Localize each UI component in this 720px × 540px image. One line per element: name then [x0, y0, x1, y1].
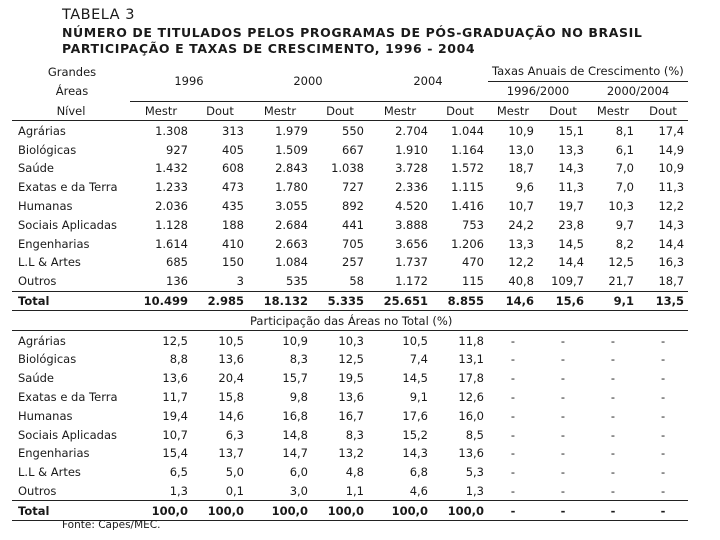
row-value-cell: 1,1 — [345, 483, 364, 498]
row-value-cell: 14,6 — [218, 408, 244, 423]
header-dout: Dout — [649, 103, 677, 118]
row-value-cell: 892 — [342, 198, 364, 213]
row-value-cell: 1.044 — [451, 123, 484, 138]
table-row — [12, 291, 688, 311]
row-value-cell: 13,5 — [655, 293, 685, 308]
table-row — [12, 369, 688, 388]
row-value-cell: 1.164 — [451, 142, 484, 157]
row-value-cell: - — [560, 389, 566, 404]
table-row — [12, 272, 688, 291]
row-value-cell: - — [610, 408, 616, 423]
row-value-cell: - — [560, 465, 566, 480]
row-value-cell: 15,7 — [282, 371, 308, 386]
row-value-cell: 14,5 — [402, 371, 428, 386]
row-value-cell: 410 — [222, 236, 244, 251]
row-value-cell: 10,5 — [402, 333, 428, 348]
row-value-cell: - — [560, 352, 566, 367]
row-value-cell: 100,0 — [207, 503, 244, 518]
row-value-cell: 0,1 — [225, 483, 244, 498]
row-value-cell: 1.614 — [155, 236, 188, 251]
table-row — [12, 215, 688, 234]
row-value-cell: 115 — [462, 274, 484, 289]
row-value-cell: 13,6 — [338, 389, 364, 404]
row-value-cell: 13,6 — [458, 446, 484, 461]
header-mestr: Mestr — [496, 103, 530, 118]
row-value-cell: 8,3 — [345, 427, 364, 442]
table-row — [12, 253, 688, 272]
row-value-cell: 705 — [342, 236, 364, 251]
row-value-cell: 14,6 — [505, 293, 534, 308]
row-value-cell: 20,4 — [218, 371, 244, 386]
header-taxas: Taxas Anuais de Crescimento (%) — [488, 62, 688, 81]
row-value-cell: 257 — [342, 255, 364, 270]
row-value-cell: - — [660, 503, 666, 518]
row-area-label: Engenharias — [18, 446, 90, 461]
row-value-cell: 14,4 — [658, 236, 685, 251]
row-value-cell: - — [510, 389, 516, 404]
row-area-label: Agrárias — [18, 123, 66, 138]
row-value-cell: 3.656 — [395, 236, 428, 251]
row-value-cell: 13,1 — [458, 352, 484, 367]
row-value-cell: 100,0 — [327, 503, 364, 518]
row-value-cell: 7,0 — [615, 180, 634, 195]
row-value-cell: 435 — [222, 198, 244, 213]
row-value-cell: 13,3 — [558, 142, 584, 157]
table-row — [12, 406, 688, 425]
row-value-cell: - — [660, 408, 666, 423]
header-mestr: Mestr — [596, 103, 630, 118]
row-value-cell: 441 — [342, 217, 364, 232]
row-value-cell: 1.780 — [275, 180, 308, 195]
row-value-cell: 1.572 — [451, 161, 484, 176]
row-value-cell: 1.416 — [451, 198, 484, 213]
table-row — [12, 388, 688, 407]
row-value-cell: 11,7 — [162, 389, 188, 404]
row-value-cell: 100,0 — [391, 503, 428, 518]
row-value-cell: 1.128 — [155, 217, 188, 232]
row-value-cell: 313 — [222, 123, 244, 138]
row-value-cell: 18,7 — [508, 161, 534, 176]
row-value-cell: 17,8 — [458, 371, 484, 386]
header-dout: Dout — [206, 103, 234, 118]
row-value-cell: - — [660, 371, 666, 386]
row-value-cell: - — [660, 483, 666, 498]
row-value-cell: 11,3 — [558, 180, 584, 195]
header-mestr: Mestr — [144, 103, 178, 118]
table-row — [12, 463, 688, 482]
row-value-cell: 10,5 — [218, 333, 244, 348]
header-mestr: Mestr — [383, 103, 417, 118]
participacao-header-row — [12, 311, 688, 331]
row-value-cell: - — [510, 427, 516, 442]
row-value-cell: 10,3 — [608, 198, 634, 213]
row-value-cell: 16,7 — [338, 408, 364, 423]
row-value-cell: 1.115 — [451, 180, 484, 195]
table-row — [12, 501, 688, 521]
row-value-cell: 667 — [342, 142, 364, 157]
participacao-title: Participação das Áreas no Total (%) — [250, 313, 453, 328]
row-value-cell: - — [610, 352, 616, 367]
row-value-cell: 4,6 — [409, 483, 428, 498]
row-value-cell: - — [560, 446, 566, 461]
row-value-cell: - — [610, 389, 616, 404]
row-value-cell: - — [510, 483, 516, 498]
row-area-label: Exatas e da Terra — [18, 180, 118, 195]
row-value-cell: 10,7 — [508, 198, 534, 213]
row-area-label: Engenharias — [18, 236, 90, 251]
row-value-cell: 14,7 — [282, 446, 308, 461]
row-value-cell: 14,3 — [402, 446, 428, 461]
row-value-cell: - — [610, 371, 616, 386]
row-value-cell: 12,5 — [162, 333, 188, 348]
row-value-cell: 19,7 — [558, 198, 584, 213]
row-area-label: Sociais Aplicadas — [18, 427, 118, 442]
row-value-cell: 1.233 — [155, 180, 188, 195]
row-value-cell: 18.132 — [263, 293, 308, 308]
table-row — [12, 197, 688, 216]
row-value-cell: 10,9 — [658, 161, 685, 176]
row-area-label: Humanas — [18, 408, 73, 423]
row-value-cell: 14,3 — [658, 217, 685, 232]
row-value-cell: 9,1 — [409, 389, 428, 404]
row-value-cell: 13,7 — [218, 446, 244, 461]
row-value-cell: 1.509 — [275, 142, 308, 157]
row-value-cell: 15,6 — [555, 293, 584, 308]
row-value-cell: 21,7 — [608, 274, 634, 289]
row-value-cell: - — [610, 446, 616, 461]
row-value-cell: 150 — [222, 255, 244, 270]
row-value-cell: 11,3 — [658, 180, 685, 195]
table-row — [12, 444, 688, 463]
row-value-cell: 2.684 — [275, 217, 308, 232]
row-value-cell: - — [510, 408, 516, 423]
table-row — [12, 234, 688, 253]
row-value-cell: 14,4 — [558, 255, 584, 270]
row-value-cell: 14,3 — [558, 161, 584, 176]
table-title: TABELA 3 — [62, 7, 135, 23]
row-value-cell: - — [560, 371, 566, 386]
row-value-cell: 753 — [462, 217, 484, 232]
row-value-cell: - — [560, 408, 566, 423]
row-value-cell: 18,7 — [658, 274, 685, 289]
row-value-cell: 1.038 — [331, 161, 364, 176]
row-value-cell: 24,2 — [508, 217, 534, 232]
row-value-cell: 40,8 — [508, 274, 534, 289]
row-value-cell: - — [660, 446, 666, 461]
row-value-cell: 1.432 — [155, 161, 188, 176]
header-dout: Dout — [326, 103, 354, 118]
header-dout: Dout — [446, 103, 474, 118]
row-value-cell: 535 — [286, 274, 308, 289]
row-value-cell: 12,2 — [508, 255, 534, 270]
row-value-cell: 4.520 — [395, 198, 428, 213]
row-value-cell: 15,4 — [162, 446, 188, 461]
table-subtitle-line2: PARTICIPAÇÃO E TAXAS DE CRESCIMENTO, 1996 - 2004 — [62, 41, 476, 56]
row-value-cell: 685 — [166, 255, 188, 270]
row-value-cell: 9,8 — [289, 389, 308, 404]
row-value-cell: 16,8 — [282, 408, 308, 423]
table-row — [12, 425, 688, 444]
row-value-cell: 14,9 — [658, 142, 685, 157]
row-value-cell: 12,6 — [458, 389, 484, 404]
table-row — [12, 178, 688, 197]
row-area-label: Agrárias — [18, 333, 66, 348]
row-value-cell: - — [510, 503, 516, 518]
row-value-cell: - — [610, 503, 616, 518]
table-row — [12, 331, 688, 350]
row-value-cell: - — [510, 465, 516, 480]
table-row — [12, 159, 688, 178]
row-value-cell: 136 — [166, 274, 188, 289]
row-value-cell: 470 — [462, 255, 484, 270]
row-value-cell: 19,4 — [162, 408, 188, 423]
row-value-cell: 12,5 — [608, 255, 634, 270]
row-value-cell: 100,0 — [447, 503, 484, 518]
row-value-cell: 17,4 — [658, 123, 685, 138]
row-value-cell: 2.843 — [275, 161, 308, 176]
row-value-cell: 1.084 — [275, 255, 308, 270]
row-value-cell: 2.336 — [395, 180, 428, 195]
row-area-label: Biológicas — [18, 142, 77, 157]
header-grandes-areas-1: Grandes — [47, 64, 97, 79]
row-value-cell: 100,0 — [271, 503, 308, 518]
row-value-cell: - — [610, 483, 616, 498]
row-value-cell: 1,3 — [169, 483, 188, 498]
row-value-cell: 10,9 — [508, 123, 534, 138]
row-value-cell: 10,7 — [162, 427, 188, 442]
row-value-cell: 473 — [222, 180, 244, 195]
row-value-cell: 12,2 — [658, 198, 685, 213]
row-value-cell: 1.737 — [395, 255, 428, 270]
row-value-cell: 14,5 — [558, 236, 584, 251]
row-value-cell: 6,8 — [409, 465, 428, 480]
row-value-cell: 6,1 — [615, 142, 634, 157]
row-value-cell: 4,8 — [345, 465, 364, 480]
row-value-cell: - — [560, 333, 566, 348]
row-value-cell: 608 — [222, 161, 244, 176]
titulados-table — [12, 62, 688, 521]
row-value-cell: - — [660, 352, 666, 367]
row-value-cell: 1.910 — [395, 142, 428, 157]
row-value-cell: 5.335 — [327, 293, 364, 308]
row-value-cell: 10.499 — [143, 293, 188, 308]
row-value-cell: 188 — [222, 217, 244, 232]
row-value-cell: 13,3 — [508, 236, 534, 251]
row-value-cell: 727 — [342, 180, 364, 195]
row-value-cell: - — [660, 389, 666, 404]
row-value-cell: 15,8 — [218, 389, 244, 404]
row-value-cell: 13,0 — [508, 142, 534, 157]
row-area-label: Sociais Aplicadas — [18, 217, 118, 232]
row-area-label: Exatas e da Terra — [18, 389, 118, 404]
row-value-cell: 3.888 — [395, 217, 428, 232]
row-value-cell: - — [510, 352, 516, 367]
row-value-cell: - — [510, 333, 516, 348]
row-area-label: Saúde — [18, 161, 55, 176]
row-value-cell: 25.651 — [383, 293, 428, 308]
row-value-cell: 13,6 — [218, 352, 244, 367]
row-value-cell: - — [610, 465, 616, 480]
row-value-cell: 9,1 — [613, 293, 634, 308]
row-value-cell: 14,8 — [282, 427, 308, 442]
row-value-cell: 5,0 — [225, 465, 244, 480]
row-value-cell: 8,5 — [465, 427, 484, 442]
header-year-1996: 1996 — [130, 62, 248, 101]
table-row — [12, 482, 688, 501]
row-value-cell: 550 — [342, 123, 364, 138]
row-value-cell: - — [560, 427, 566, 442]
row-value-cell: - — [610, 333, 616, 348]
row-value-cell: 15,1 — [558, 123, 584, 138]
row-value-cell: 5,3 — [465, 465, 484, 480]
row-area-label: Biológicas — [18, 352, 77, 367]
row-area-label: Total — [18, 503, 50, 518]
row-value-cell: 7,0 — [615, 161, 634, 176]
row-value-cell: 2.663 — [275, 236, 308, 251]
row-value-cell: 16,0 — [458, 408, 484, 423]
header-year-2000: 2000 — [248, 62, 368, 101]
row-area-label: Outros — [18, 274, 57, 289]
row-value-cell: 9,7 — [615, 217, 634, 232]
row-value-cell: 13,6 — [162, 371, 188, 386]
header-year-2004: 2004 — [368, 62, 488, 101]
row-value-cell: 58 — [349, 274, 364, 289]
row-area-label: L.L & Artes — [18, 255, 81, 270]
row-value-cell: 1,3 — [465, 483, 484, 498]
row-value-cell: 3,0 — [289, 483, 308, 498]
row-area-label: Outros — [18, 483, 57, 498]
row-value-cell: 8,3 — [289, 352, 308, 367]
row-value-cell: 3 — [236, 274, 244, 289]
row-value-cell: 2.704 — [395, 123, 428, 138]
row-value-cell: 23,8 — [558, 217, 584, 232]
row-value-cell: 16,3 — [658, 255, 685, 270]
row-value-cell: - — [660, 427, 666, 442]
row-value-cell: 2.985 — [207, 293, 244, 308]
row-value-cell: 6,0 — [289, 465, 308, 480]
row-area-label: Humanas — [18, 198, 73, 213]
row-value-cell: - — [610, 427, 616, 442]
row-value-cell: - — [660, 465, 666, 480]
row-value-cell: 6,3 — [225, 427, 244, 442]
row-value-cell: 10,3 — [338, 333, 364, 348]
row-value-cell: 927 — [166, 142, 188, 157]
header-grandes-areas-2: Áreas — [55, 84, 89, 99]
row-value-cell: - — [510, 371, 516, 386]
header-period-2000-2004: 2000/2004 — [588, 81, 688, 101]
row-value-cell: 7,4 — [409, 352, 428, 367]
row-value-cell: 10,9 — [282, 333, 308, 348]
table-subtitle-line1: NÚMERO DE TITULADOS PELOS PROGRAMAS DE PÓS-GRADUAÇÃO NO BRASIL — [62, 25, 643, 40]
row-value-cell: 11,8 — [458, 333, 484, 348]
row-value-cell: 2.036 — [155, 198, 188, 213]
row-area-label: Saúde — [18, 371, 55, 386]
row-value-cell: 1.206 — [451, 236, 484, 251]
table-row — [12, 121, 688, 140]
row-value-cell: 3.728 — [395, 161, 428, 176]
source-note: Fonte: Capes/MEC. — [62, 519, 161, 531]
row-value-cell: 109,7 — [551, 274, 584, 289]
row-value-cell: 15,2 — [402, 427, 428, 442]
row-value-cell: 1.979 — [275, 123, 308, 138]
row-value-cell: 13,2 — [338, 446, 364, 461]
row-value-cell: 6,5 — [169, 465, 188, 480]
row-value-cell: 100,0 — [151, 503, 188, 518]
row-area-label: L.L & Artes — [18, 465, 81, 480]
row-value-cell: - — [660, 333, 666, 348]
row-value-cell: 405 — [222, 142, 244, 157]
header-dout: Dout — [549, 103, 577, 118]
table-row — [12, 140, 688, 159]
row-value-cell: 17,6 — [402, 408, 428, 423]
row-value-cell: - — [560, 483, 566, 498]
row-value-cell: - — [560, 503, 566, 518]
header-nivel: Nível — [56, 103, 86, 118]
row-value-cell: 1.308 — [155, 123, 188, 138]
row-value-cell: 19,5 — [338, 371, 364, 386]
header-mestr: Mestr — [263, 103, 297, 118]
row-value-cell: 1.172 — [395, 274, 428, 289]
header-period-1996-2000: 1996/2000 — [488, 81, 588, 101]
row-value-cell: 8,2 — [615, 236, 634, 251]
row-value-cell: 8,1 — [615, 123, 634, 138]
row-value-cell: 12,5 — [338, 352, 364, 367]
row-value-cell: 8,8 — [169, 352, 188, 367]
row-area-label: Total — [18, 293, 50, 308]
row-value-cell: 9,6 — [515, 180, 534, 195]
row-value-cell: 8.855 — [447, 293, 484, 308]
row-value-cell: 3.055 — [275, 198, 308, 213]
table-row — [12, 350, 688, 369]
row-value-cell: - — [510, 446, 516, 461]
